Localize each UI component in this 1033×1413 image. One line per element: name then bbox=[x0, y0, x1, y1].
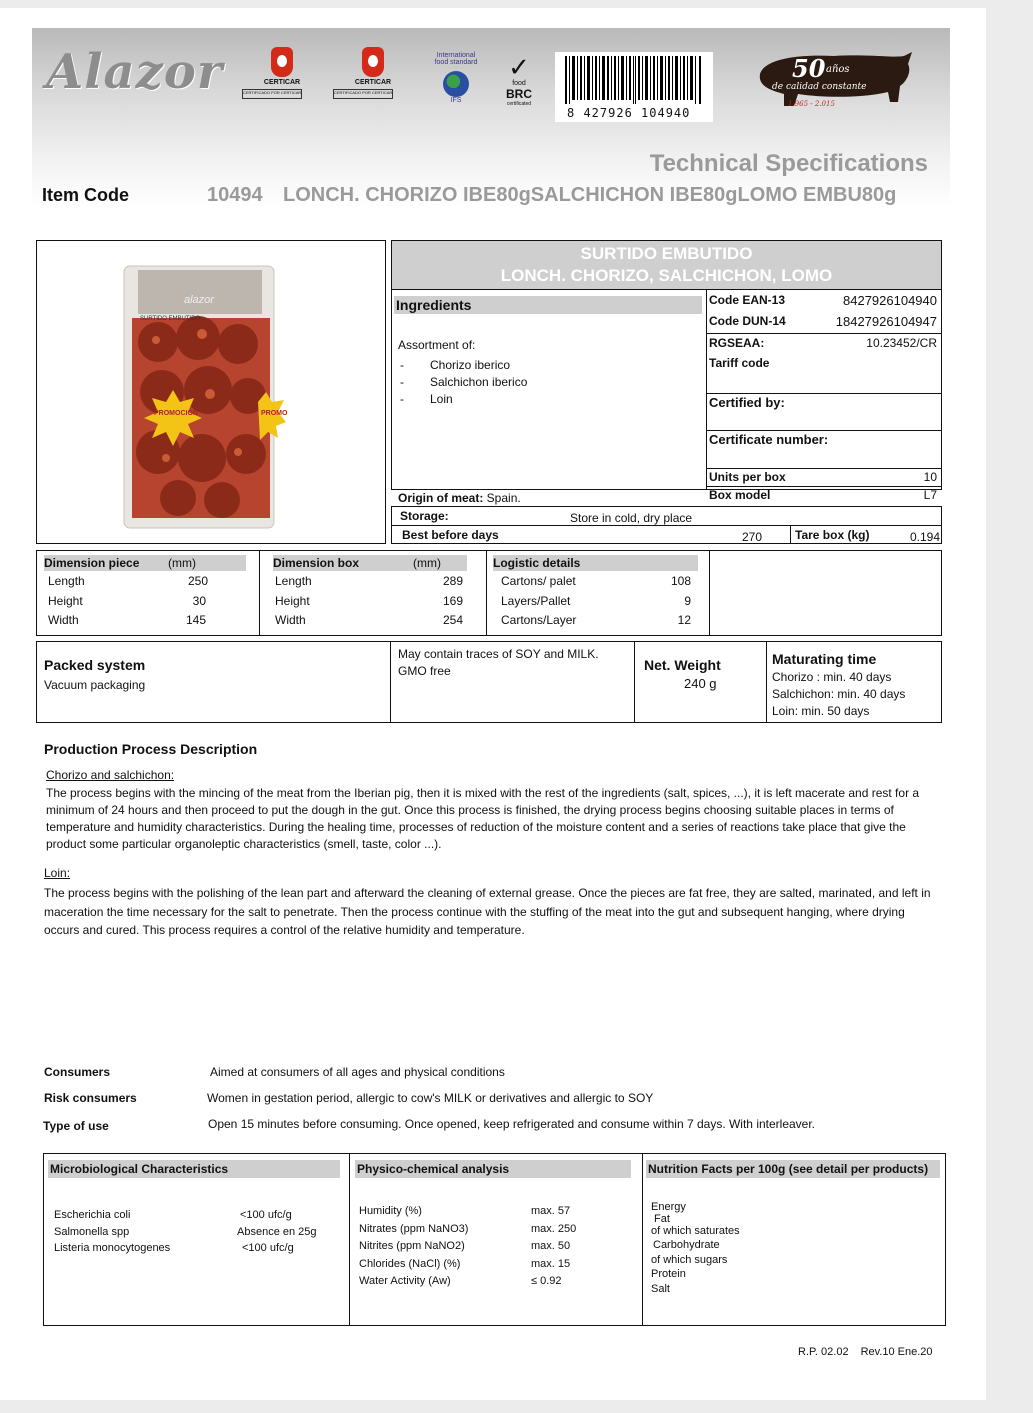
maturating-list: Chorizo : min. 40 days Salchichon: min. 40 days Loin: min. 50 days bbox=[772, 670, 906, 718]
tare-value: 0.194 bbox=[909, 530, 940, 544]
consumers-value: Aimed at consumers of all ages and physical conditions bbox=[210, 1065, 505, 1079]
logistic-table bbox=[501, 572, 691, 631]
dun-label: Code DUN-14 bbox=[709, 314, 786, 328]
table-row: Escherichia coli <100 ufc/g bbox=[54, 1209, 292, 1221]
list-item: Carbohydrate bbox=[653, 1239, 720, 1251]
brc-check-icon: ✓ bbox=[508, 52, 530, 82]
divider bbox=[486, 550, 487, 636]
certicar-icon bbox=[362, 47, 384, 77]
net-weight-label: Net. Weight bbox=[644, 657, 721, 673]
divider bbox=[634, 641, 635, 723]
box-model-value: L7 bbox=[923, 488, 937, 502]
allergens: May contain traces of SOY and MILK. GMO free bbox=[398, 647, 599, 678]
list-item: - Salchichon iberico bbox=[400, 375, 528, 389]
type-of-use-value: Open 15 minutes before consuming. Once opened, keep refrigerated and consume within 7 days. With interleaver. bbox=[208, 1117, 816, 1131]
table-row: Length 289 bbox=[275, 574, 463, 588]
units-per-box-label: Units per box bbox=[709, 470, 786, 484]
certified-by-label: Certified by: bbox=[709, 395, 785, 410]
ean-label: Code EAN-13 bbox=[709, 293, 786, 307]
consumers-label: Consumers bbox=[44, 1065, 111, 1079]
table-row: Width 145 bbox=[48, 613, 206, 627]
barcode-bars-icon bbox=[565, 56, 703, 104]
table-row: Length 250 bbox=[48, 574, 208, 588]
divider bbox=[766, 641, 767, 723]
nutrition-list bbox=[651, 1200, 740, 1296]
logistic-header: Logistic details bbox=[493, 555, 698, 571]
divider bbox=[706, 468, 942, 469]
micro-header: Microbiological Characteristics bbox=[48, 1160, 340, 1178]
divider bbox=[706, 393, 942, 394]
product-image: alazor SURTIDO EMBUTIDO PROMOCIÓN PROMO bbox=[118, 262, 288, 532]
list-item: Energy bbox=[651, 1201, 686, 1213]
process-subheading: Chorizo and salchichon: bbox=[46, 768, 175, 782]
origin-of-meat: Origin of meat: Spain. bbox=[398, 491, 521, 505]
footer-ref: R.P. 02.02 Rev.10 Ene.20 bbox=[798, 1346, 933, 1358]
dim-box-header: Dimension box (mm) bbox=[273, 555, 467, 571]
doc-title: Technical Specifications bbox=[649, 150, 928, 177]
dim-piece-table bbox=[48, 572, 218, 631]
divider bbox=[642, 1153, 643, 1326]
table-row: Height 30 bbox=[48, 593, 206, 608]
divider bbox=[790, 525, 791, 544]
dim-piece-header: Dimension piece (mm) bbox=[44, 555, 246, 571]
table-row: Salmonella spp Absence en 25g bbox=[54, 1225, 317, 1238]
certicar-badge: CERTICAR CERTIFICADO POR CERTICAR bbox=[242, 47, 322, 109]
process-heading: Production Process Description bbox=[44, 741, 258, 757]
table-row: Water Activity (Aw) ≤ 0.92 bbox=[359, 1275, 562, 1287]
item-code-label: Item Code bbox=[42, 185, 130, 205]
net-weight-value: 240 g bbox=[684, 676, 717, 691]
brc-badge: ✓ food BRC certificated bbox=[496, 54, 542, 106]
best-before-label: Best before days bbox=[402, 528, 499, 542]
ifs-icon bbox=[443, 71, 469, 97]
table-row: Cartons/Layer 12 bbox=[501, 613, 691, 627]
micro-table bbox=[54, 1207, 317, 1257]
divider bbox=[349, 1153, 350, 1326]
divider bbox=[709, 550, 710, 636]
table-row: Listeria monocytogenes <100 ufc/g bbox=[54, 1242, 294, 1254]
box-model-label: Box model bbox=[709, 488, 771, 502]
table-row: Width 254 bbox=[275, 613, 463, 627]
divider bbox=[259, 550, 260, 636]
tariff-label: Tariff code bbox=[709, 356, 770, 370]
rgseaa-value: 10.23452/CR bbox=[866, 336, 937, 350]
packed-system-value: Vacuum packaging bbox=[44, 678, 146, 692]
ifs-badge: International food standard IFS bbox=[434, 52, 478, 104]
table-row: Chlorides (NaCl) (%) max. 15 bbox=[359, 1257, 571, 1270]
item-name: LONCH. CHORIZO IBE80gSALCHICHON IBE80gLOMO EMBU80g bbox=[283, 184, 897, 206]
ingredients-heading: Ingredients bbox=[394, 296, 702, 314]
physico-table bbox=[359, 1203, 576, 1291]
list-item: of which saturates bbox=[651, 1224, 740, 1237]
list-item: Protein bbox=[651, 1268, 686, 1280]
table-row: Nitrites (ppm NaNO2) max. 50 bbox=[359, 1240, 571, 1252]
table-row: Humidity (%) max. 57 bbox=[359, 1205, 571, 1217]
nutrition-header: Nutrition Facts per 100g (see detail per products) bbox=[646, 1160, 940, 1178]
ingredients-intro: Assortment of: bbox=[398, 338, 476, 352]
certificate-number-label: Certificate number: bbox=[709, 432, 829, 447]
storage-label: Storage: bbox=[400, 509, 449, 523]
list-item: Fat bbox=[654, 1212, 670, 1225]
table-row: Layers/Pallet 9 bbox=[501, 593, 691, 608]
certicar-badge: CERTICAR CERTIFICADO POR CERTICAR bbox=[333, 47, 413, 109]
best-before-value: 270 bbox=[742, 530, 763, 544]
divider bbox=[706, 333, 942, 334]
process-paragraph: The process begins with the mincing of the meat from the Iberian pig, then it is mixed with the rest of the ingredients (salt, spices, ...), it is left macerate and rest for a minimum of 24 hours and then proceed to put the dough in the gut. Once this process is finished, the drying process begins choosing suitable places in terms of temperature and humidity characteristics. During the healing time, processes of reduction of the moisture content and a series of reactions take place that give the product some particular organoleptic characteristics (smell, taste, color ...). bbox=[46, 786, 920, 851]
divider bbox=[706, 486, 942, 487]
ean-value: 8427926104940 bbox=[843, 293, 937, 308]
storage-value: Store in cold, dry place bbox=[570, 511, 693, 525]
physico-header: Physico-chemical analysis bbox=[355, 1160, 631, 1178]
risk-consumers-label: Risk consumers bbox=[44, 1091, 137, 1105]
dun-value: 18427926104947 bbox=[835, 314, 937, 329]
divider bbox=[390, 641, 391, 723]
item-code-value: 10494 bbox=[207, 184, 263, 206]
list-item: - Loin bbox=[400, 392, 453, 406]
certicar-icon bbox=[271, 47, 293, 77]
process-subheading: Loin: bbox=[44, 866, 71, 880]
tare-label: Tare box (kg) bbox=[795, 528, 870, 542]
process-paragraph: The process begins with the polishing of the lean part and afterward the cleaning of external grease. Once the pieces are fat free, they are salted, marinated, and left in maceration the time necessary for the salt to penetrate. Then the process continue with the stuffing of the meat into the gut and subsequent hanging, where drying occurs and cured. This process requires a control of the relative humidity and temperature. bbox=[44, 886, 931, 937]
divider bbox=[706, 430, 942, 431]
alazor-logo: Alazor bbox=[46, 44, 224, 100]
units-per-box-value: 10 bbox=[923, 470, 937, 484]
type-of-use-label: Type of use bbox=[43, 1119, 109, 1133]
table-row: Cartons/ palet 108 bbox=[501, 574, 691, 588]
packed-system-label: Packed system bbox=[44, 657, 146, 673]
list-item: of which sugars bbox=[651, 1253, 728, 1266]
ingredients-list bbox=[400, 357, 527, 408]
risk-consumers-value: Women in gestation period, allergic to cow's MILK or derivatives and allergic to SOY bbox=[207, 1091, 654, 1105]
list-item: Salt bbox=[651, 1282, 670, 1295]
table-row: Height 169 bbox=[275, 593, 463, 608]
product-title: SURTIDO EMBUTIDO LONCH. CHORIZO, SALCHICHON, LOMO bbox=[391, 240, 942, 290]
list-item: - Chorizo iberico bbox=[400, 358, 511, 372]
anniversary-badge: 50 años de calidad constante 1.965 - 2.015 bbox=[754, 52, 914, 112]
table-row: Nitrates (ppm NaNO3) max. 250 bbox=[359, 1222, 577, 1235]
barcode: 8 427926 104940 bbox=[555, 52, 713, 122]
dim-box-table bbox=[275, 572, 465, 631]
maturating-label: Maturating time bbox=[772, 651, 877, 667]
rgseaa-label: RGSEAA: bbox=[709, 336, 765, 350]
